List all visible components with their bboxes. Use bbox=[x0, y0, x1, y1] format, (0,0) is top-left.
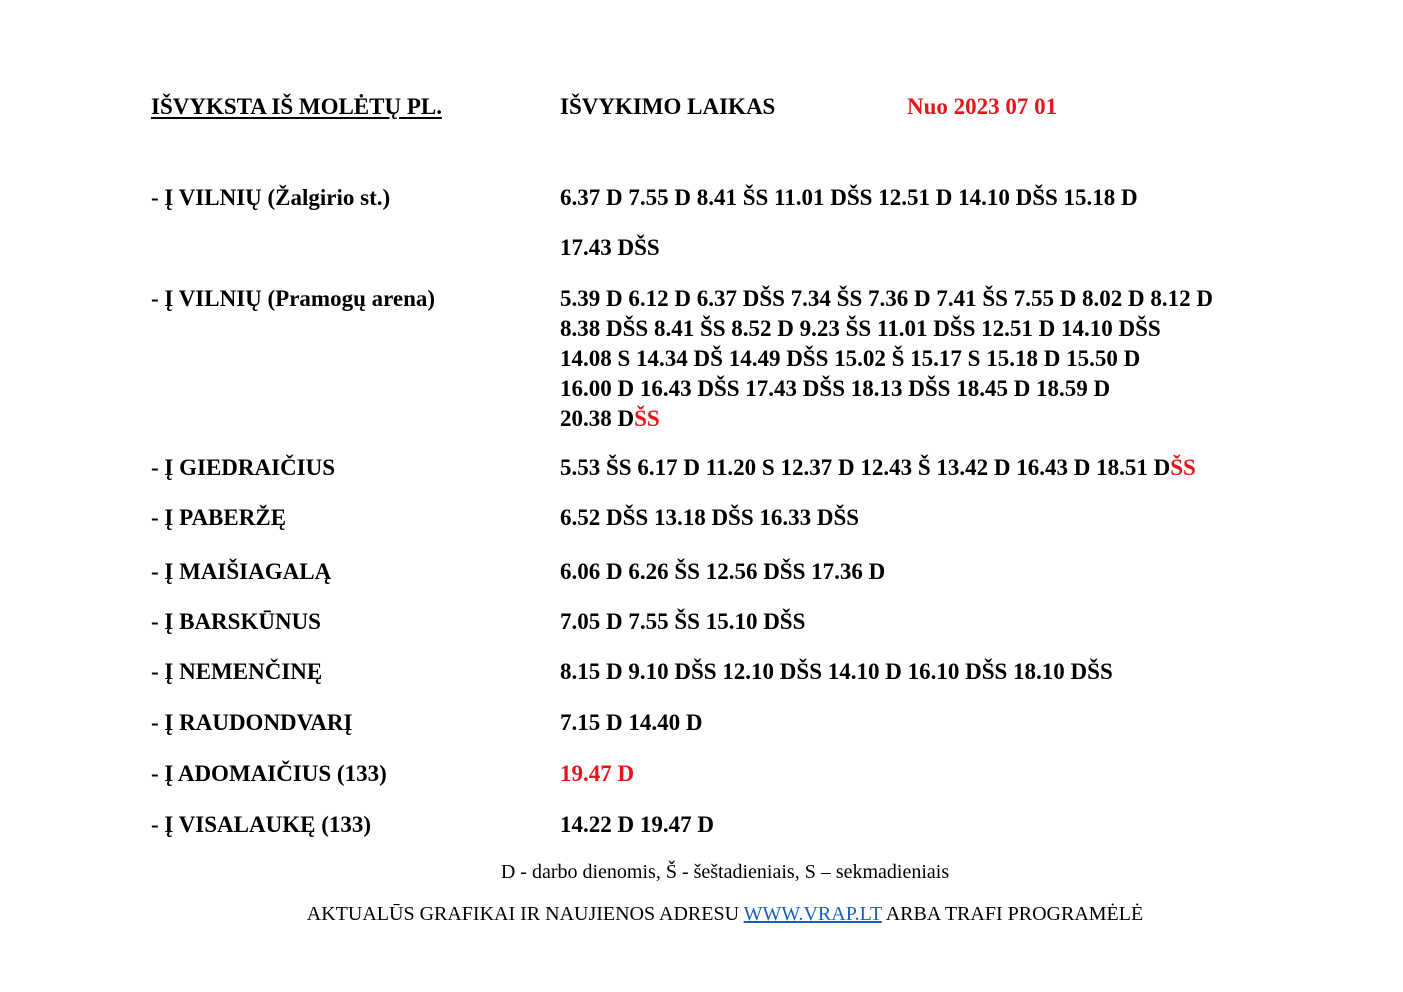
times-line bbox=[560, 314, 1213, 344]
times-line bbox=[560, 374, 1213, 404]
destination-label: - Į ADOMAIČIUS (133) bbox=[151, 761, 387, 786]
destination-label: - Į GIEDRAIČIUS bbox=[151, 455, 336, 480]
times-line bbox=[560, 284, 1213, 314]
times-segment: 14.22 D 19.47 D bbox=[560, 812, 714, 837]
departure-times bbox=[560, 759, 634, 789]
footer-text-before: AKTUALŪS GRAFIKAI IR NAUJIENOS ADRESU bbox=[306, 903, 744, 925]
times-segment: 7.05 D 7.55 ŠS 15.10 DŠS bbox=[560, 609, 806, 634]
times-line bbox=[560, 708, 702, 738]
times-line bbox=[560, 503, 859, 533]
times-segment: 17.43 DŠS bbox=[560, 235, 660, 260]
times-segment: 5.39 D 6.12 D 6.37 DŠS 7.34 ŠS 7.36 D 7.41 ŠS 7.55 D 8.02 D 8.12 D bbox=[560, 286, 1214, 311]
destination-label: - Į PABERŽĘ bbox=[151, 505, 287, 530]
times-line bbox=[560, 404, 1213, 434]
departure-times bbox=[560, 183, 1138, 263]
times-line bbox=[560, 183, 1138, 213]
header-departure-time: IŠVYKIMO LAIKAS bbox=[560, 94, 776, 119]
times-segment: 6.52 DŠS 13.18 DŠS 16.33 DŠS bbox=[560, 505, 860, 530]
times-segment-highlight: ŠS bbox=[634, 406, 660, 431]
times-line bbox=[560, 810, 714, 840]
times-line bbox=[560, 607, 805, 637]
times-segment: 6.37 D 7.55 D 8.41 ŠS 11.01 DŠS 12.51 D 14.10 DŠS 15.18 D bbox=[560, 185, 1138, 210]
website-link[interactable]: WWW.VRAP.LT bbox=[743, 903, 882, 925]
times-line bbox=[560, 453, 1196, 483]
times-line bbox=[560, 759, 634, 789]
destination-label: - Į VILNIŲ (Pramogų arena) bbox=[151, 286, 436, 311]
departure-times bbox=[560, 557, 885, 587]
times-segment: 8.38 DŠS 8.41 ŠS 8.52 D 9.23 ŠS 11.01 DŠS 12.51 D 14.10 DŠS bbox=[560, 316, 1161, 341]
departure-times bbox=[560, 708, 702, 738]
destination-label: - Į RAUDONDVARĮ bbox=[151, 710, 353, 735]
destination-label: - Į NEMENČINĘ bbox=[151, 659, 323, 684]
header-departs-from: IŠVYKSTA IŠ MOLĖTŲ PL. bbox=[151, 94, 442, 119]
times-segment: 20.38 D bbox=[560, 406, 635, 431]
times-segment: 14.08 S 14.34 DŠ 14.49 DŠS 15.02 Š 15.17 S 15.18 D 15.50 D bbox=[560, 346, 1141, 371]
destination-label: - Į BARSKŪNUS bbox=[151, 609, 321, 634]
departure-times bbox=[560, 453, 1196, 483]
header-valid-from: Nuo 2023 07 01 bbox=[907, 94, 1058, 119]
times-line bbox=[560, 233, 1138, 263]
times-segment-highlight: ŠS bbox=[1170, 455, 1196, 480]
destination-label: - Į VISALAUKĘ (133) bbox=[151, 812, 372, 837]
departure-times bbox=[560, 810, 714, 840]
departure-times bbox=[560, 284, 1213, 434]
times-segment: 5.53 ŠS 6.17 D 11.20 S 12.37 D 12.43 Š 13.42 D 16.43 D 18.51 D bbox=[560, 455, 1171, 480]
destination-label: - Į VILNIŲ (Žalgirio st.) bbox=[151, 185, 391, 210]
destination-label: - Į MAIŠIAGALĄ bbox=[151, 559, 332, 584]
times-line bbox=[560, 344, 1213, 374]
times-segment: 8.15 D 9.10 DŠS 12.10 DŠS 14.10 D 16.10 DŠS 18.10 DŠS bbox=[560, 659, 1113, 684]
departure-times bbox=[560, 657, 1113, 687]
times-segment: 7.15 D 14.40 D bbox=[560, 710, 703, 735]
times-segment: 6.06 D 6.26 ŠS 12.56 DŠS 17.36 D bbox=[560, 559, 886, 584]
departure-times bbox=[560, 503, 859, 533]
times-segment-highlight: 19.47 D bbox=[560, 761, 635, 786]
departure-times bbox=[560, 607, 805, 637]
times-line bbox=[560, 657, 1113, 687]
footer bbox=[0, 900, 1403, 928]
footer-text-after: ARBA TRAFI PROGRAMĖLĖ bbox=[881, 903, 1144, 925]
legend: D - darbo dienomis, Š - šeštadieniais, S – sekmadieniais bbox=[500, 861, 950, 883]
times-line bbox=[560, 557, 885, 587]
times-segment: 16.00 D 16.43 DŠS 17.43 DŠS 18.13 DŠS 18.45 D 18.59 D bbox=[560, 376, 1111, 401]
